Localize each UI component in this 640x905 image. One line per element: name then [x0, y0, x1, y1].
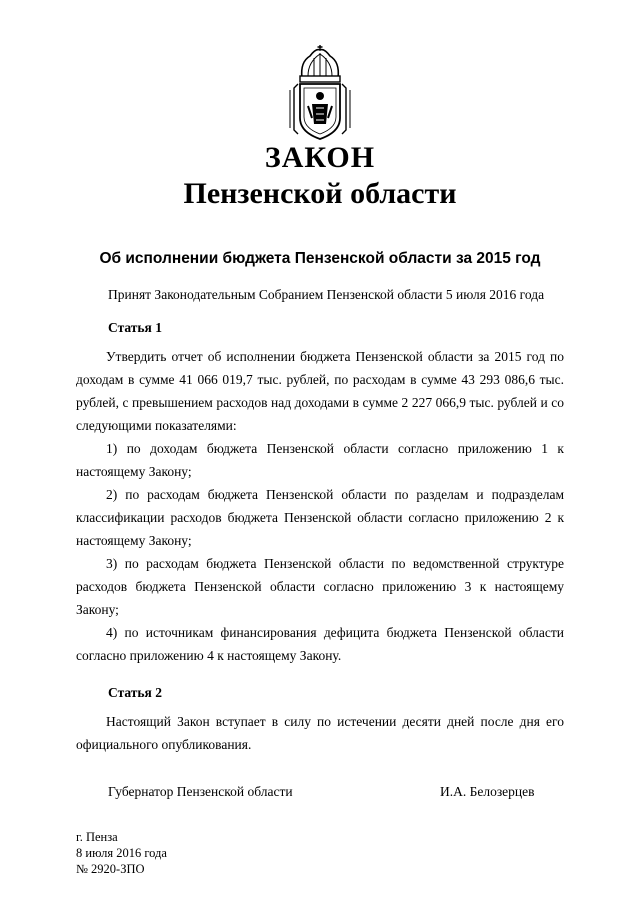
- adoption-statement: Принят Законодательным Собранием Пензенской области 5 июля 2016 года: [108, 287, 545, 302]
- article-1-item-1: 1) по доходам бюджета Пензенской области согласно приложению 1 к настоящему Закону;: [76, 441, 564, 479]
- article-2-text: Настоящий Закон вступает в силу по истечении десяти дней после дня его официального опубликования.: [76, 714, 564, 752]
- article-1-item-3: 3) по расходам бюджета Пензенской области по ведомственной структуре расходов бюджета Пензенской области согласно приложению 3 к настоящему Закону;: [76, 556, 564, 617]
- region-title: Пензенской области: [183, 177, 457, 210]
- law-title: Об исполнении бюджета Пензенской области за 2015 год: [99, 250, 541, 267]
- footer-city: г. Пенза: [76, 830, 118, 844]
- article-1-heading: Статья 1: [108, 320, 162, 335]
- footer-number: № 2920-ЗПО: [76, 862, 145, 876]
- document-type-title: ЗАКОН: [264, 141, 376, 174]
- article-1-intro: Утвердить отчет об исполнении бюджета Пензенской области за 2015 год по доходам в сумме 41 066 019,7 тыс. рублей, по расходам в сумме 43 293 086,6 тыс. рублей, с превышением расходов над доходами в сумме 2 227 066,9 тыс. рублей и со следующими показателями:: [76, 349, 564, 433]
- document-footer: [76, 829, 167, 877]
- signatory-role: Губернатор Пензенской области: [108, 784, 293, 799]
- coat-of-arms-icon: [286, 44, 354, 142]
- signatory-name: И.А. Белозерцев: [440, 784, 535, 799]
- footer-date: 8 июля 2016 года: [76, 846, 167, 860]
- article-2-heading: Статья 2: [108, 685, 162, 700]
- article-1-item-4: 4) по источникам финансирования дефицита бюджета Пензенской области согласно приложению 4 к настоящему Закону.: [76, 625, 564, 663]
- article-1-item-2: 2) по расходам бюджета Пензенской области по разделам и подразделам классификации расходов бюджета Пензенской области согласно приложению 2 к настоящему Закону;: [76, 487, 564, 548]
